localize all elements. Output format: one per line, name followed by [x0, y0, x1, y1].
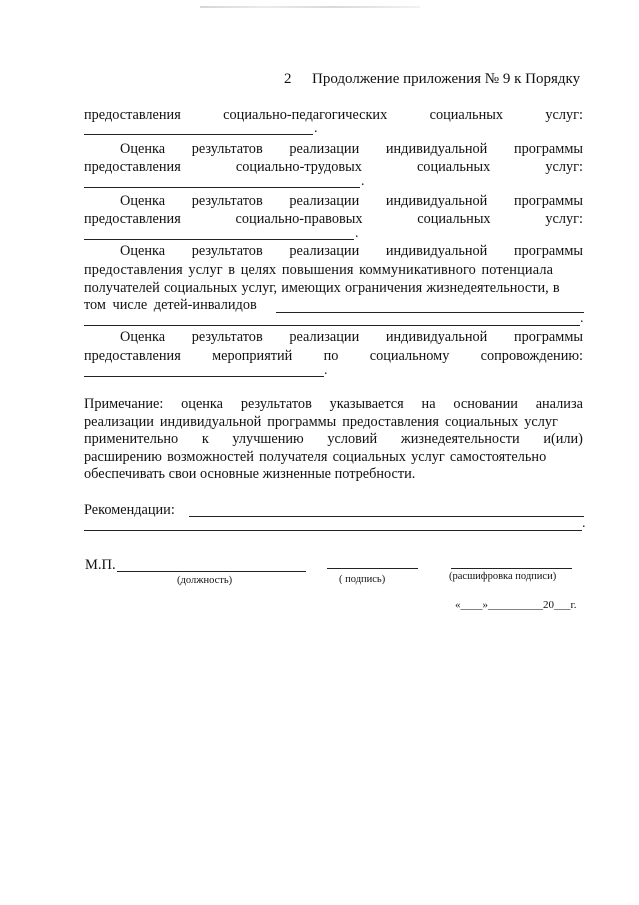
note-line3 [84, 431, 583, 448]
scan-artifact [200, 6, 420, 8]
word: результатов [191, 243, 263, 259]
period: . [324, 363, 328, 378]
word: реализации [289, 141, 360, 157]
word: сопровождению: [480, 348, 583, 364]
period: . [314, 121, 318, 136]
note-line4: расширению возможностей получателя социальных услуг самостоятельно [84, 449, 547, 465]
page-number: 2 [284, 71, 292, 87]
section-legal-line2 [84, 211, 583, 228]
appendix-header: Продолжение приложения № 9 к Порядку [312, 71, 581, 87]
word: программы [513, 329, 583, 345]
word: услуг: [545, 107, 583, 123]
word: индивидуальной [385, 141, 488, 157]
word: по [323, 348, 339, 364]
word: Примечание: [84, 396, 164, 412]
note-line2: реализации индивидуальной программы предоставления социальных услуг [84, 414, 558, 430]
section-support-line1 [120, 329, 583, 346]
section-legal-line1 [120, 193, 583, 210]
signature-caption: ( подпись) [339, 574, 386, 585]
word: программы [513, 141, 583, 157]
blank-line-labor[interactable] [84, 187, 360, 188]
note-line1 [84, 396, 583, 413]
word: жизнедеятельности [400, 431, 520, 447]
period: . [355, 226, 359, 241]
word: указывается [329, 396, 404, 412]
word: социальных [416, 159, 491, 175]
word: реализации [289, 193, 360, 209]
word: и(или) [543, 431, 583, 447]
period: . [361, 174, 365, 189]
seal-placeholder: М.П. [85, 557, 116, 573]
word: индивидуальной [385, 193, 488, 209]
date-field[interactable]: «____»__________20___г. [455, 599, 577, 611]
blank-line-support[interactable] [84, 376, 324, 377]
word: Оценка [120, 329, 166, 345]
word: социально-трудовых [235, 159, 362, 175]
section-labor-line1 [120, 141, 583, 158]
word: предоставления [84, 348, 181, 364]
word: услуг: [545, 159, 583, 175]
note-line5: обеспечивать свои основные жизненные потребности. [84, 466, 416, 482]
section-communicative-line2: предоставления услуг в целях повышения коммуникативного потенциала [84, 262, 554, 278]
word: социальных [417, 211, 491, 227]
blank-line-pedagogical[interactable] [84, 134, 313, 135]
blank-line-communicative-2[interactable] [84, 325, 580, 326]
word: улучшению [232, 431, 304, 447]
recommendations-label: Рекомендации: [84, 502, 175, 518]
blank-line-communicative-1[interactable] [276, 312, 584, 313]
signature-field[interactable] [327, 568, 418, 569]
section-pedagogical-line1 [84, 107, 583, 124]
section-support-line2 [84, 348, 583, 365]
word: оценка [181, 396, 224, 412]
position-field[interactable] [117, 571, 306, 572]
word: реализации [289, 329, 360, 345]
word: Оценка [120, 243, 166, 259]
word: результатов [240, 396, 312, 412]
word: на [421, 396, 436, 412]
word: Оценка [120, 193, 166, 209]
recommendations-field-1[interactable] [189, 516, 584, 517]
section-communicative-line3: получателей социальных услуг, имеющих ограничения жизнедеятельности, в [84, 280, 560, 296]
word: основании [453, 396, 518, 412]
word: результатов [191, 141, 263, 157]
period: . [580, 311, 584, 326]
position-caption: (должность) [177, 575, 233, 586]
word: услуг: [545, 211, 583, 227]
word: условий [327, 431, 378, 447]
word: социально-правовых [235, 211, 363, 227]
word: результатов [191, 329, 263, 345]
word: к [201, 431, 209, 447]
recommendations-field-2[interactable] [84, 530, 582, 531]
blank-line-legal[interactable] [84, 239, 354, 240]
word: предоставления [84, 211, 181, 227]
word: программы [513, 243, 583, 259]
word: применительно [84, 431, 179, 447]
word: анализа [535, 396, 583, 412]
word: индивидуальной [385, 243, 488, 259]
word: индивидуальной [385, 329, 488, 345]
word: предоставления [84, 107, 181, 123]
period: . [582, 516, 586, 531]
word: мероприятий [212, 348, 293, 364]
word: предоставления [84, 159, 181, 175]
word: реализации [289, 243, 360, 259]
word: социальному [369, 348, 450, 364]
word: социально-педагогических [223, 107, 388, 123]
word: результатов [191, 193, 263, 209]
section-communicative-line1 [120, 243, 583, 260]
decoding-caption: (расшифровка подписи) [449, 571, 557, 582]
section-communicative-line4: том числе детей-инвалидов [84, 297, 257, 313]
section-labor-line2 [84, 159, 583, 176]
decoding-field[interactable] [451, 568, 572, 569]
word: социальных [429, 107, 503, 123]
word: Оценка [120, 141, 166, 157]
word: программы [513, 193, 583, 209]
